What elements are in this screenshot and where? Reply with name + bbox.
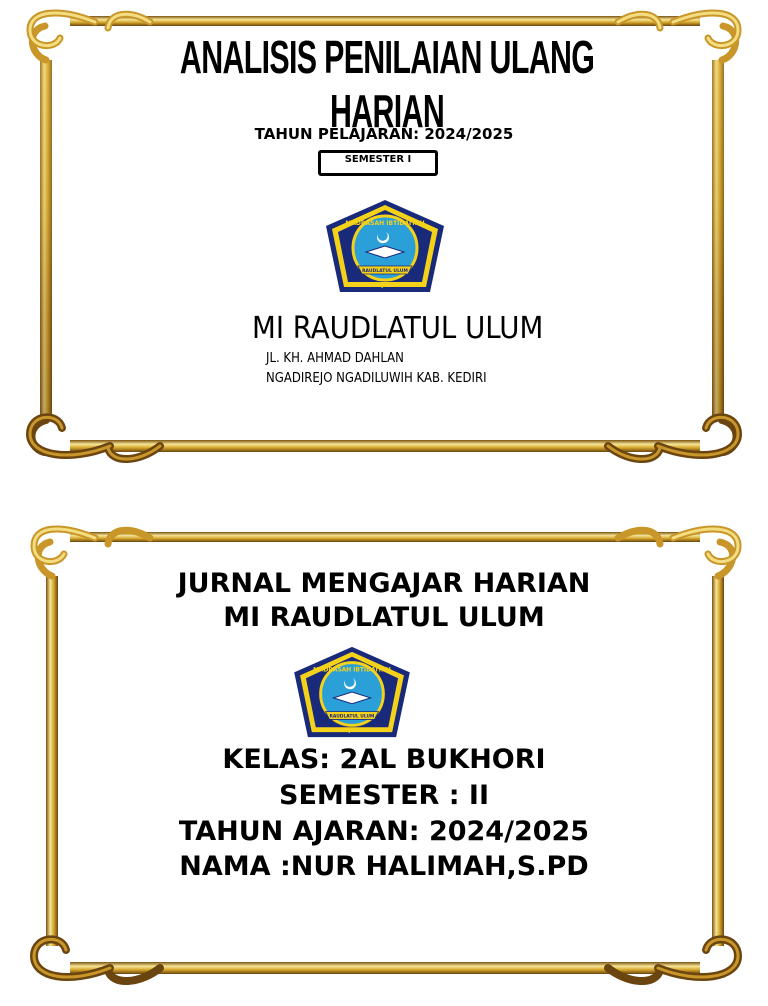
logo-bottom-text: NGADIREJO - DUKUH [323,728,381,735]
school-name: MI RAUDLATUL ULUM [252,311,544,346]
report-title: ANALISIS PENILAIAN ULANG HARIAN [179,31,595,137]
logo-ribbon-text: RAUDLATUL ULUM [329,714,375,720]
cover-journal [0,512,768,1006]
semester-box: SEMESTER I [318,150,438,176]
address-line-2: NGADIREJO NGADILUWIH KAB. KEDIRI [266,371,487,386]
journal-school-name: MI RAUDLATUL ULUM [223,602,545,633]
logo-ring-text: MADRASAH IBTIDAIYAH [345,220,425,227]
teacher-name: NAMA :NUR HALIMAH,S.PD [179,851,589,882]
madrasah-logo-icon [322,196,448,296]
academic-year-label: TAHUN AJARAN: 2024/2025 [178,816,590,847]
logo-bottom-text: NGADIREJO - DUKUH [356,283,414,289]
class-label: KELAS: 2AL BUKHORI [222,744,546,775]
journal-title: JURNAL MENGAJAR HARIAN [177,568,591,599]
logo-ribbon-text: RAUDLATUL ULUM [362,269,408,274]
semester-label: SEMESTER : II [279,780,489,811]
cover-analysis [0,0,768,480]
academic-year: TAHUN PELAJARAN: 2024/2025 [254,125,514,143]
madrasah-logo-icon [290,643,414,741]
address-line-1: JL. KH. AHMAD DAHLAN [266,351,404,366]
logo-ring-text: MADRASAH IBTIDAIYAH [313,667,391,674]
